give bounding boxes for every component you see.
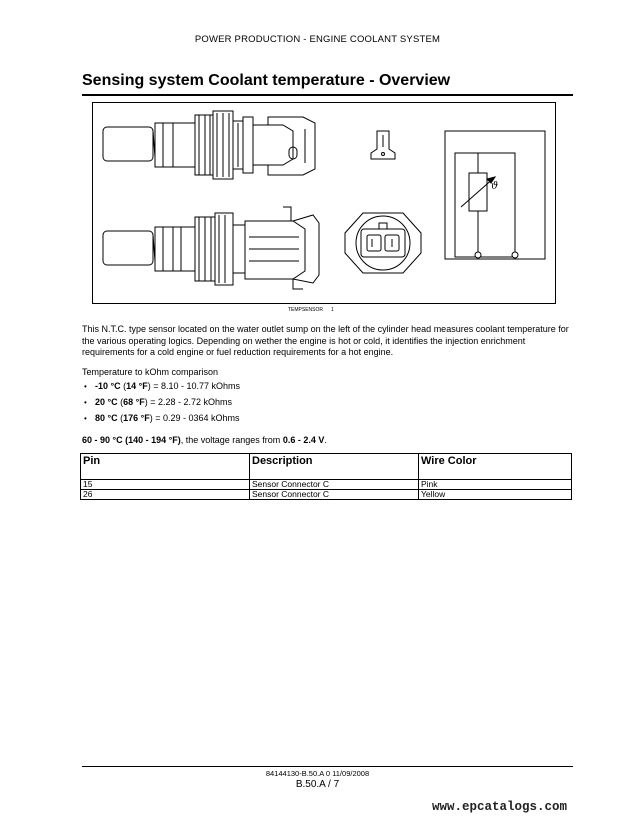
- voltage-text: , the voltage ranges from: [180, 435, 283, 445]
- watermark: www.epcatalogs.com: [432, 800, 568, 814]
- temp-fahrenheit: 68 °F: [123, 397, 145, 407]
- column-header-pin: Pin: [81, 454, 250, 480]
- sensor-side-view-bottom: [103, 207, 319, 289]
- table-header-row: [81, 454, 572, 480]
- list-item: [82, 413, 240, 429]
- sensor-pin-view: [371, 131, 395, 159]
- figure-caption: [288, 307, 334, 313]
- resistance-value: 0.29 - 0364 kOhms: [163, 413, 240, 423]
- page-title: Sensing system Coolant temperature - Overview: [82, 72, 451, 89]
- temp-celsius: 80 °C: [95, 413, 118, 423]
- bullet-icon: •: [84, 398, 87, 407]
- comparison-intro: Temperature to kOhm comparison: [82, 367, 219, 377]
- column-header-wire-color: Wire Color: [419, 454, 572, 480]
- voltage-statement: [82, 435, 327, 445]
- cell-pin: 15: [81, 480, 250, 490]
- cell-description: Sensor Connector C: [250, 490, 419, 500]
- pin-table: [80, 453, 572, 500]
- voltage-period: .: [324, 435, 327, 445]
- paren-open: (: [117, 397, 124, 407]
- paren-close: ) =: [149, 413, 164, 423]
- title-rule: [82, 94, 573, 96]
- footer-doc-id: 84144130-B.50.A 0 11/09/2008: [265, 769, 370, 778]
- list-item: [82, 381, 240, 397]
- figure-number: 1: [331, 307, 334, 313]
- footer-page-number: B.50.A / 7: [295, 779, 340, 790]
- description-paragraph: This N.T.C. type sensor located on the water outlet sump on the left of the cylinder head measures coolant temperature for the various operating logics. Depending on wether the engine is hot or cold, it identifies the injection enrichment requirements for a cold engine or fuel reduction requirements for a hot engine.: [82, 324, 569, 357]
- page-header: POWER PRODUCTION - ENGINE COOLANT SYSTEM: [194, 34, 441, 45]
- cell-wire-color: Pink: [419, 480, 572, 490]
- bullet-icon: •: [84, 414, 87, 423]
- svg-text:ϑ: ϑ: [491, 181, 499, 192]
- cell-wire-color: Yellow: [419, 490, 572, 500]
- voltage-value: 0.6 - 2.4 V: [282, 435, 325, 445]
- cell-pin: 26: [81, 490, 250, 500]
- bullet-icon: •: [84, 382, 87, 391]
- temp-fahrenheit: 14 °F: [126, 381, 148, 391]
- temp-celsius: 20 °C: [95, 397, 118, 407]
- voltage-temp-range: 60 - 90 °C (140 - 194 °F): [82, 435, 181, 445]
- footer-rule: [82, 766, 573, 767]
- paren-close: ) =: [144, 397, 158, 407]
- list-item: [82, 397, 240, 413]
- sensor-side-view-top: [103, 111, 315, 179]
- table-row: [81, 480, 572, 490]
- column-header-description: Description: [250, 454, 419, 480]
- paren-open: (: [120, 381, 127, 391]
- sensor-figure: [92, 102, 556, 304]
- cell-description: Sensor Connector C: [250, 480, 419, 490]
- sensor-drawing: [93, 103, 555, 303]
- resistance-value: 2.28 - 2.72 kOhms: [158, 397, 233, 407]
- figure-caption-label: TEMPSENSOR: [288, 307, 324, 313]
- comparison-list: [82, 381, 240, 429]
- resistance-value: 8.10 - 10.77 kOhms: [160, 381, 241, 391]
- temp-fahrenheit: 176 °F: [123, 413, 150, 423]
- paren-open: (: [117, 413, 124, 423]
- paren-close: ) =: [147, 381, 161, 391]
- temp-celsius: -10 °C: [95, 381, 121, 391]
- sensor-connector-end-view: [345, 213, 421, 273]
- ntc-schematic: [445, 131, 545, 259]
- table-row: [81, 490, 572, 500]
